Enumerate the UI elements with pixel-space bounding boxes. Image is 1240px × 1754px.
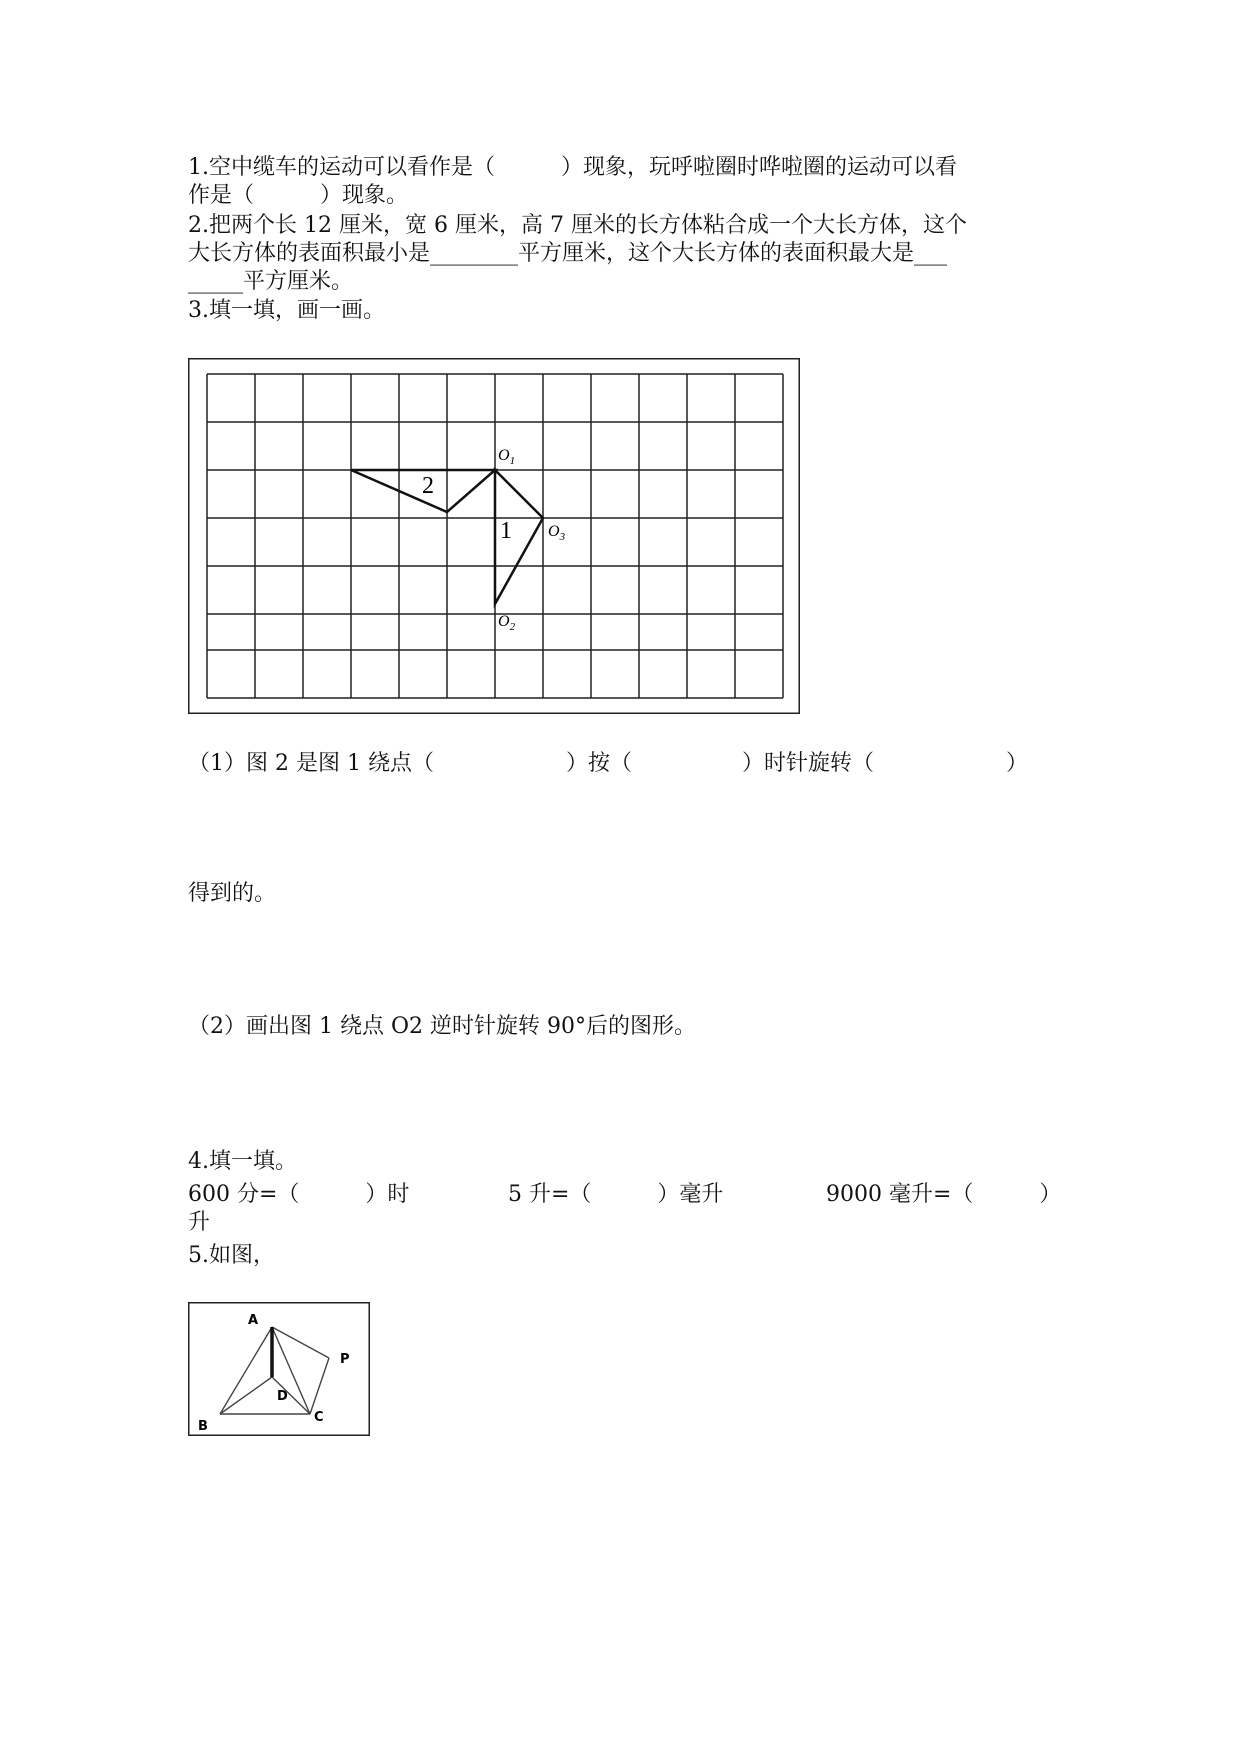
q2-line3: _____平方厘米。 [188,269,354,294]
pyramid-figure [188,1302,370,1436]
q4-title: 4.填一填。 [188,1149,297,1174]
q5-title: 5.如图， [188,1243,275,1268]
pyramid-frame [189,1303,370,1436]
vertex-d-label: D [277,1389,288,1404]
point-o3-label: $O_3$ [548,523,566,543]
vertex-c-label: C [314,1410,324,1425]
shape-1-label: 1 [500,518,512,544]
q4-item3-cont: 升 [188,1210,211,1235]
shape-2-label: 2 [422,473,434,499]
q2-line1: 2.把两个长 12 厘米，宽 6 厘米，高 7 厘米的长方体粘合成一个大长方体，这个 [188,213,967,238]
q1-line1: 1.空中缆车的运动可以看作是（ ）现象，玩呼啦圈时哗啦圈的运动可以看 [188,155,957,180]
q3-part1-cont: 得到的。 [188,881,277,906]
point-o2-label: $O_2$ [498,613,516,633]
vertex-a-label: A [248,1313,259,1328]
q2-line2: 大长方体的表面积最小是________平方厘米，这个大长方体的表面积最大是___ [188,241,948,266]
q3-part1: （1）图 2 是图 1 绕点（ ）按（ ）时针旋转（ ） [188,751,1028,776]
vertex-p-label: P [340,1352,350,1367]
rotation-grid-svg [188,358,800,714]
pyramid-svg [188,1302,370,1436]
q1-line2: 作是（ ）现象。 [188,183,409,208]
q3-part2: （2）画出图 1 绕点 O2 逆时针旋转 90°后的图形。 [188,1014,696,1039]
q4-item3: 9000 毫升=（ ） [826,1182,1062,1207]
q3-title: 3.填一填，画一画。 [188,298,385,323]
point-o1-label: $O_1$ [498,447,516,467]
vertex-b-label: B [198,1419,208,1434]
q4-item2: 5 升=（ ）毫升 [508,1182,724,1207]
q4-item1: 600 分=（ ）时 [188,1182,410,1207]
rotation-grid-figure [188,358,800,714]
